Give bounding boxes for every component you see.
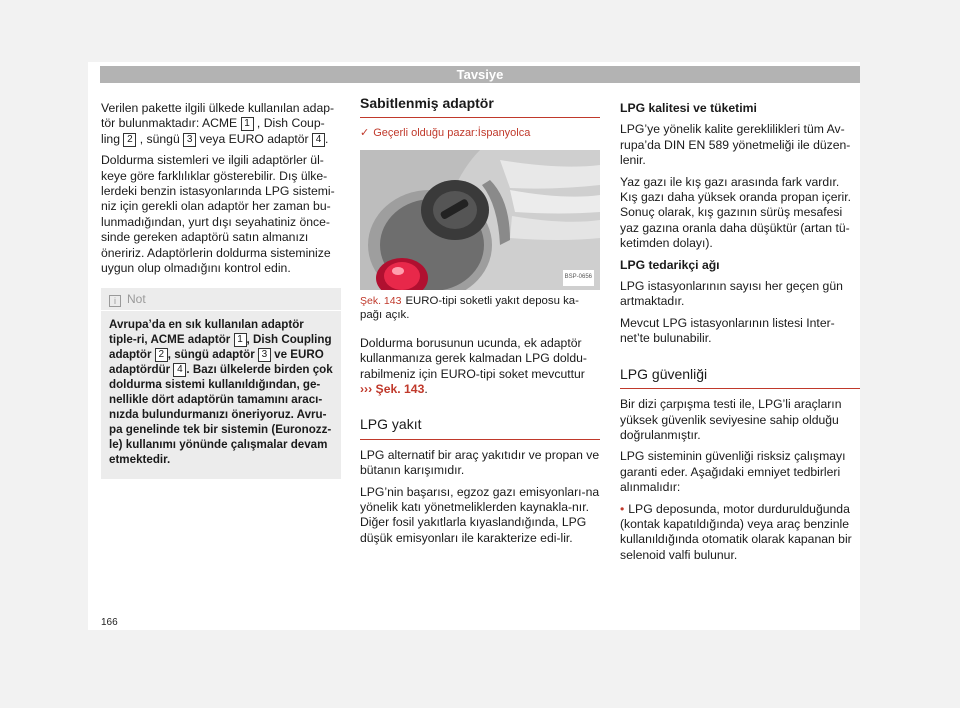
note-box [101, 288, 341, 479]
figure-cross-reference[interactable]: ››› Şek. 143 [360, 382, 425, 397]
bullet-icon: • [620, 501, 625, 516]
note-callout-4: 4 [173, 363, 186, 377]
section-title-fixed-adapter: Sabitlenmiş adaptör [360, 96, 600, 118]
lpg-definition-paragraph: LPG alternatif bir araç yakıtıdır ve propan ve bütanın karışımıdır. [360, 447, 600, 478]
subheading-supplier-network: LPG tedarikçi ağı [620, 257, 720, 272]
summer-winter-paragraph: Yaz gazı ile kış gazı arasında fark vardır. Kış gazı daha yüksek oranda propan içerir. Sonuç olarak, kış gazının sürüş mesafesi yaz gazına oranla daha düşüktür (artan tü-ketimden dolayı). [620, 174, 852, 251]
fuel-cap-illustration [360, 150, 600, 290]
callout-1: 1 [241, 117, 254, 131]
callout-4: 4 [312, 133, 325, 147]
note-title: Not [127, 292, 146, 307]
figure-caption: Şek. 143 EURO-tipi soketli yakıt deposu ka-pağı açık. [360, 294, 579, 321]
adapter-intro-paragraph: Verilen pakette ilgili ülkede kullanılan adap-tör bulunmaktadır: ACME 1 , Dish Coup-ling 2 , süngü 3 veya EURO adaptör 4 . [101, 101, 335, 146]
quality-paragraph: LPG’ye yönelik kalite gereklilikleri tüm Av-rupa’da DIN EN 589 yönetmeliği ile düzen-lenir. [620, 122, 851, 168]
figure-ref: Şek. 143 [360, 294, 402, 307]
lpg-emissions-paragraph: LPG’nin başarısı, egzoz gazı emisyonları-na yönelik katı yönetmeliklerden kaynakla-nır. Diğer fosil yakıtlarla kıyaslandığında, LPG düşük emisyonları ile karakterize edi-lir. [360, 484, 600, 545]
safety-measures-paragraph: LPG sisteminin güvenliği risksiz çalışmayı garanti eder. Aşağıdaki emniyet tedbirleri alınmalıdır: [620, 449, 846, 495]
callout-2: 2 [123, 133, 136, 147]
callout-3: 3 [183, 133, 196, 147]
euro-socket-paragraph: Doldurma borusunun ucunda, ek adaptör kullanmanıza gerek kalmadan LPG doldu-rabilmeniz için EURO-tipi soket mevcuttur ››› Şek. 143. [360, 335, 587, 397]
section-title-lpg-fuel: LPG yakıt [360, 417, 600, 439]
column-left [101, 101, 341, 479]
chapter-header: Tavsiye [100, 66, 860, 83]
note-body: Avrupa’da en sık kullanılan adaptör tiple-ri, ACME adaptör 1 , Dish Coupling adaptör 2 , süngü adaptör 3 ve EURO adaptördür 4 . Bazı ülkelerde birden çok doldurma sistemi kullanıldığından, ge-nellikle dört adaptörün tamamını aracı-nızda bulundurmanızı öneriyoruz. Avru-pa genelinde tek bir sistemin (Euronozz-le) kullanımı yönünde çalışmalar devam etmektedir. [109, 318, 333, 467]
note-callout-3: 3 [258, 348, 271, 362]
validity-note: ✓ Geçerli olduğu pazar:İspanyolca [360, 127, 531, 140]
note-header [101, 288, 341, 311]
section-title-lpg-safety: LPG güvenliği [620, 367, 860, 389]
adapter-countries-paragraph: Doldurma sistemleri ve ilgili adaptörler ül-keye göre farklılıklar gösterebilir. Dış ülke-lerdeki benzin istasyonlarında LPG sistemi-niz için gerekli olan adaptör her zaman bu-lunmadığından, yurt dışı seyahatiniz önce-sinde gereken adaptörü satın almanızı öneririz. Adaptörlerin doldurma sisteminize uygun olup olmadığını kontrol edin. [101, 153, 335, 276]
page-number: 166 [101, 617, 118, 628]
figure-fuel-cap [360, 150, 600, 290]
subheading-quality: LPG kalitesi ve tüketimi [620, 101, 757, 115]
station-list-paragraph: Mevcut LPG istasyonlarının listesi Inter-net’te bulunabilir. [620, 315, 835, 346]
figure-code: BSP-0656 [563, 270, 594, 285]
note-callout-1: 1 [234, 333, 247, 347]
column-right [620, 101, 860, 569]
info-icon: i [109, 295, 121, 307]
check-icon: ✓ [360, 127, 370, 140]
column-middle [360, 96, 600, 552]
stations-paragraph: LPG istasyonlarının sayısı her geçen gün artmaktadır. [620, 279, 843, 309]
crash-test-paragraph: Bir dizi çarpışma testi ile, LPG’li araçların yüksek güvenlik seviyesine sahip olduğu doğrulanmıştır. [620, 397, 842, 442]
list-item: • LPG deposunda, motor durdurulduğunda (kontak kapatıldığında) veya araç benzinle kullanıldığında otomatik olarak kapanan bir selenoid valfi bulunur. [620, 501, 852, 562]
note-callout-2: 2 [155, 348, 168, 362]
